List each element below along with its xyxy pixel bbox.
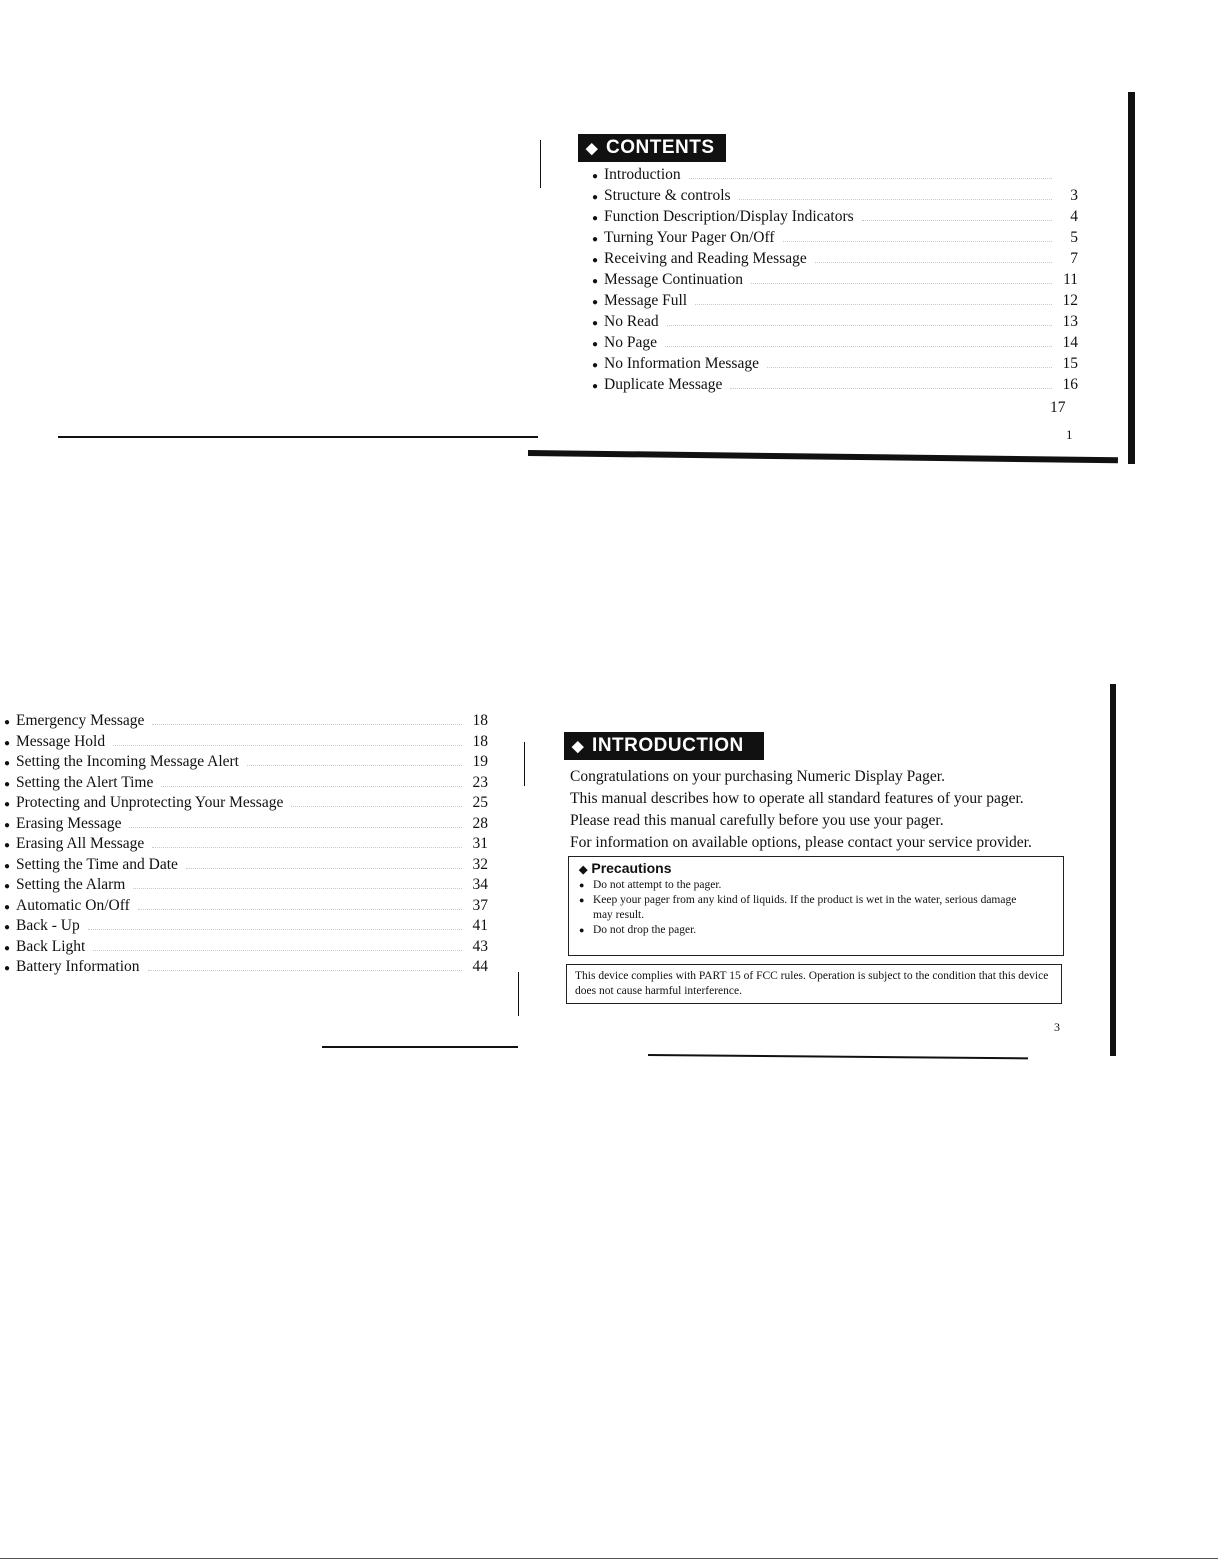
- toc-page: 19: [472, 753, 488, 770]
- toc-page: 25: [472, 794, 488, 811]
- bullet-icon: ●: [592, 255, 599, 266]
- bullet-icon: ●: [579, 925, 585, 935]
- dot-leader: [186, 868, 462, 869]
- bullet-icon: ●: [4, 922, 11, 933]
- bullet-icon: ●: [4, 840, 11, 851]
- dot-leader: [88, 929, 462, 930]
- toc-label: Message Hold: [16, 732, 106, 750]
- bullet-icon: ●: [592, 318, 599, 329]
- dot-leader: [862, 220, 1052, 221]
- diamond-icon: ◆: [572, 738, 585, 755]
- toc-entry: [592, 376, 1078, 397]
- toc-label: Emergency Message: [16, 712, 145, 729]
- bullet-icon: ●: [4, 881, 11, 892]
- toc-entry: [4, 733, 488, 754]
- dot-leader: [783, 241, 1052, 242]
- intro-left-mark: [524, 742, 525, 786]
- intro-left-mark-2: [518, 972, 519, 1016]
- toc-page: 41: [472, 917, 488, 934]
- contents-banner: [578, 134, 726, 162]
- toc-entry: [4, 897, 488, 918]
- toc-entry: [4, 876, 488, 897]
- intro-paragraph: Congratulations on your purchasing Numeric Display Pager.: [570, 768, 945, 785]
- toc-entry: [592, 208, 1078, 229]
- toc-entry: [4, 712, 488, 733]
- page-bottom-rule-top: [58, 436, 538, 438]
- dot-leader: [291, 806, 462, 807]
- intro-paragraph: Please read this manual carefully before you use your pager.: [570, 812, 944, 829]
- dot-leader: [148, 970, 462, 971]
- toc-label: Structure & controls: [604, 187, 731, 204]
- precautions-title: Precautions: [591, 860, 672, 876]
- diamond-icon: ◆: [579, 864, 588, 876]
- bullet-icon: ●: [4, 819, 11, 831]
- toc-label: Protecting and Unprotecting Your Message: [16, 794, 284, 811]
- toc-label: Erasing Message: [16, 814, 122, 832]
- toc-page: 43: [472, 937, 488, 955]
- toc-page: 13: [1062, 313, 1078, 330]
- toc-entry: [4, 774, 488, 795]
- page-number-3: 3: [1054, 1020, 1060, 1034]
- toc-label: Message Continuation: [604, 271, 744, 288]
- toc-page: 5: [1070, 229, 1078, 246]
- toc-entry: [592, 250, 1078, 271]
- precautions-list: [579, 878, 1053, 938]
- left-margin-mark: [540, 140, 541, 188]
- toc-label: Turning Your Pager On/Off: [604, 229, 775, 246]
- toc-page: 11: [1063, 271, 1078, 288]
- contents-heading: CONTENTS: [606, 137, 715, 158]
- toc-entry: [592, 229, 1078, 250]
- bullet-icon: ●: [592, 339, 599, 350]
- page-bottom-rule-top-thick: [528, 450, 1118, 463]
- toc-page: 28: [472, 814, 488, 832]
- precaution-text: Keep your pager from any kind of liquids. If the product is wet in the water, serious damage may result.: [593, 894, 1017, 921]
- dot-leader: [161, 786, 462, 787]
- toc-page: 18: [472, 712, 488, 729]
- precaution-text: Do not attempt to the pager.: [593, 879, 722, 891]
- toc-page: 12: [1062, 292, 1078, 309]
- bullet-icon: ●: [4, 942, 11, 954]
- toc-entry: [4, 753, 488, 774]
- dot-leader: [767, 367, 1052, 368]
- toc-page: 7: [1070, 250, 1078, 267]
- toc-entry: [4, 856, 488, 877]
- bullet-icon: ●: [579, 880, 585, 890]
- dot-leader: [152, 847, 462, 848]
- toc-label: No Page: [604, 334, 657, 351]
- intro-right-edge-bar: [1110, 684, 1116, 1056]
- page-bottom-rule-right: [648, 1054, 1028, 1059]
- toc-label: Back Light: [16, 937, 86, 955]
- toc-page: 32: [472, 855, 488, 873]
- dot-leader: [815, 262, 1052, 263]
- dot-leader: [247, 765, 462, 766]
- toc-entry: [592, 334, 1078, 355]
- toc-label: Setting the Time and Date: [16, 855, 178, 873]
- introduction-banner: [564, 732, 764, 760]
- toc-page: 34: [472, 876, 488, 893]
- scan-bottom-edge: [0, 1558, 1218, 1559]
- toc-page: 15: [1062, 355, 1078, 372]
- bullet-icon: ●: [4, 717, 11, 728]
- toc-entry: [592, 292, 1078, 313]
- intro-paragraph: For information on available options, please contact your service provider.: [570, 834, 1032, 851]
- toc-page: 16: [1062, 376, 1078, 393]
- toc-label: Function Description/Display Indicators: [604, 208, 854, 225]
- toc-label: Setting the Incoming Message Alert: [16, 753, 239, 770]
- toc-label: Setting the Alert Time: [16, 773, 154, 791]
- page-number-1: 1: [1066, 427, 1073, 442]
- toc-entry: [592, 313, 1078, 334]
- contents-trailing-page: 17: [1050, 399, 1066, 416]
- toc-page: 14: [1062, 334, 1078, 351]
- toc-page: 31: [472, 835, 488, 852]
- toc-entry: [4, 794, 488, 815]
- toc-label: No Read: [604, 313, 659, 330]
- toc-entry: [4, 917, 488, 938]
- bullet-icon: ●: [4, 963, 11, 974]
- intro-paragraph: This manual describes how to operate all standard features of your pager.: [570, 790, 1024, 807]
- toc-page: 3: [1070, 187, 1078, 204]
- bullet-icon: ●: [4, 778, 11, 790]
- toc-page: 23: [472, 773, 488, 791]
- precautions-title-row: [579, 860, 1053, 876]
- toc-page: 37: [472, 896, 488, 914]
- dot-leader: [113, 745, 462, 746]
- toc-entry: [592, 187, 1078, 208]
- toc-label: Setting the Alarm: [16, 876, 126, 893]
- precautions-box: [568, 856, 1064, 956]
- introduction-heading: INTRODUCTION: [592, 735, 744, 756]
- bullet-icon: ●: [592, 192, 599, 203]
- toc-page: 44: [472, 958, 488, 975]
- contents-continued-list: [4, 712, 488, 979]
- bullet-icon: ●: [4, 860, 11, 872]
- bullet-icon: ●: [592, 297, 599, 308]
- bullet-icon: ●: [592, 381, 599, 392]
- bullet-icon: ●: [592, 276, 599, 287]
- toc-label: Erasing All Message: [16, 835, 145, 852]
- toc-page: 18: [472, 732, 488, 750]
- dot-leader: [138, 909, 462, 910]
- dot-leader: [730, 388, 1052, 389]
- fcc-notice-box: [566, 964, 1062, 1004]
- toc-label: Message Full: [604, 292, 688, 309]
- toc-entry: [4, 938, 488, 959]
- bullet-icon: ●: [4, 901, 11, 913]
- toc-label: Receiving and Reading Message: [604, 250, 807, 267]
- dot-leader: [665, 346, 1052, 347]
- toc-entry: [592, 271, 1078, 292]
- dot-leader: [129, 827, 462, 828]
- dot-leader: [667, 325, 1052, 326]
- page-bottom-rule-left: [322, 1046, 518, 1048]
- bullet-icon: ●: [592, 234, 599, 245]
- bullet-icon: ●: [579, 895, 585, 905]
- diamond-icon: ◆: [586, 140, 599, 157]
- toc-entry: [4, 835, 488, 856]
- toc-label: Back - Up: [16, 917, 80, 934]
- toc-label: Battery Information: [16, 958, 140, 975]
- intro-paragraphs: [570, 766, 1032, 854]
- fcc-notice: This device complies with PART 15 of FCC rules. Operation is subject to the condition that this device does not cause harmful interference.: [575, 970, 1049, 997]
- bullet-icon: ●: [592, 360, 599, 371]
- bullet-icon: ●: [592, 213, 599, 224]
- list-item: [579, 878, 1053, 893]
- toc-entry: [592, 166, 1078, 187]
- bullet-icon: ●: [592, 171, 599, 182]
- dot-leader: [689, 178, 1052, 179]
- right-edge-bar: [1128, 92, 1135, 464]
- toc-entry: [592, 355, 1078, 376]
- dot-leader: [739, 199, 1052, 200]
- dot-leader: [751, 283, 1052, 284]
- list-item: [579, 923, 1053, 938]
- toc-label: Introduction: [604, 166, 681, 183]
- toc-page: 4: [1070, 208, 1078, 225]
- toc-label: No Information Message: [604, 355, 759, 372]
- toc-entry: [4, 815, 488, 836]
- dot-leader: [93, 950, 462, 951]
- dot-leader: [695, 304, 1052, 305]
- list-item: [579, 893, 1053, 923]
- precaution-text: Do not drop the pager.: [593, 924, 697, 936]
- toc-label: Automatic On/Off: [16, 896, 130, 914]
- dot-leader: [152, 724, 462, 725]
- bullet-icon: ●: [4, 758, 11, 769]
- bullet-icon: ●: [4, 799, 11, 810]
- bullet-icon: ●: [4, 737, 11, 749]
- contents-list: [592, 166, 1078, 397]
- toc-label: Duplicate Message: [604, 376, 723, 393]
- toc-entry: [4, 958, 488, 979]
- dot-leader: [133, 888, 462, 889]
